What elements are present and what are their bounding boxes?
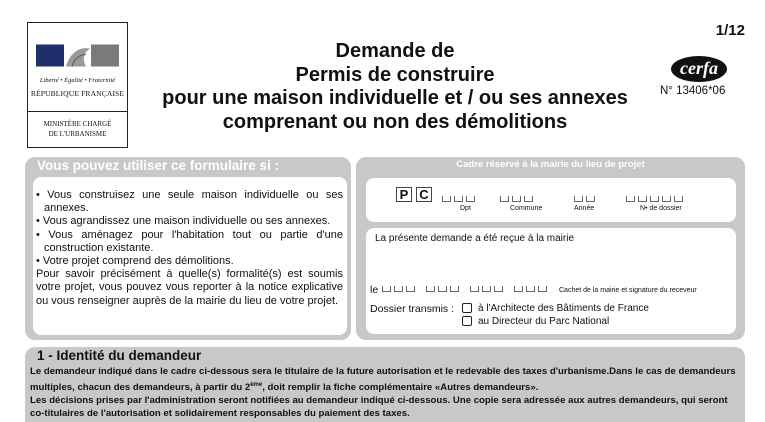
date-cell[interactable] (526, 286, 535, 292)
reception-box (366, 228, 736, 334)
section1-text-part2: , doit remplir la fiche complémentaire «Autres demandeurs». (262, 381, 539, 393)
eligibility-body (33, 177, 347, 335)
date-cell[interactable] (514, 286, 523, 292)
date-cell[interactable] (494, 286, 503, 292)
dossier-cell[interactable] (662, 196, 671, 202)
date-cell[interactable] (470, 286, 479, 292)
dpt-cell[interactable] (442, 196, 451, 202)
ministry-name (28, 120, 127, 139)
date-cell[interactable] (450, 286, 459, 292)
section1-title: 1 - Identité du demandeur (37, 348, 202, 363)
parc-national-option-label: au Directeur du Parc National (478, 316, 610, 327)
commune-cell[interactable] (512, 196, 521, 202)
dossier-transmis-label: Dossier transmis : (370, 303, 455, 315)
ministry-line-1: MINISTÈRE CHARGÉ (43, 120, 112, 128)
title-line-3: pour une maison individuelle et / ou ses annexes (162, 87, 628, 109)
dossier-cell[interactable] (626, 196, 635, 202)
dossier-cell[interactable] (638, 196, 647, 202)
date-cell[interactable] (482, 286, 491, 292)
dpt-label: Dpt (460, 205, 471, 212)
letter-c-box: C (416, 187, 432, 202)
section1-instructions (30, 366, 743, 420)
republic-motto: Liberté • Égalité • Fraternité (39, 77, 116, 84)
title-line-2: Permis de construire (295, 63, 495, 86)
commune-label: Commune (510, 205, 543, 212)
dossier-label: N• de dossier (640, 205, 682, 212)
received-text: La présente demande a été reçue à la mairie (375, 233, 575, 244)
date-cell[interactable] (394, 286, 403, 292)
letter-p-box: P (396, 187, 412, 202)
eligibility-paragraph: Pour savoir précisément à quelle(s) formalité(s) est soumis votre projet, vous pouvez vous reporter à la notice explicative ou vous renseigner auprès de la mairie du lieu de votre projet. (36, 268, 343, 307)
stamp-signature-text: Cachet de la mairie et signature du receveur (559, 287, 697, 294)
page-number: 1/12 (715, 22, 745, 39)
eligibility-item: • Vous agrandissez une maison individuelle ou ses annexes. (36, 215, 331, 228)
eligibility-title: Vous pouvez utiliser ce formulaire si : (37, 158, 280, 173)
annee-cell[interactable] (574, 196, 583, 202)
title-line-4: comprenant ou non des démolitions (222, 110, 568, 133)
file-number-box (366, 178, 736, 222)
section1-text-part1: Le demandeur indiqué dans le cadre ci-dessous sera le titulaire de la future autorisation et le redevable des taxes d'urbanisme.Dans le cas de demandeurs multiples, chacun des demandeurs, à partir du 2 (30, 366, 736, 393)
date-cell[interactable] (426, 286, 435, 292)
commune-cell[interactable] (524, 196, 533, 202)
date-cell[interactable] (382, 286, 391, 292)
title-line-1: Demande de (335, 40, 455, 62)
eligibility-panel (25, 157, 351, 340)
eligibility-item: • Vous construisez une seule maison individuelle ou ses annexes. (36, 189, 343, 215)
annee-label: Année (574, 205, 595, 212)
mairie-reserved-panel (356, 157, 745, 340)
dpt-cell[interactable] (466, 196, 475, 202)
form-title (135, 40, 655, 134)
ministry-line-2: DE L'URBANISME (48, 129, 107, 138)
eligibility-item: • Votre projet comprend des démolitions. (36, 255, 234, 268)
date-le-label: le (370, 284, 379, 296)
section-applicant-identity (25, 347, 745, 422)
annee-cell[interactable] (586, 196, 595, 202)
dpt-cell[interactable] (454, 196, 463, 202)
republic-name: RÉPUBLIQUE FRANÇAISE (30, 89, 125, 98)
cerfa-logo: cerfa (671, 56, 727, 82)
dossier-cell[interactable] (650, 196, 659, 202)
dossier-cell[interactable] (674, 196, 683, 202)
date-cell[interactable] (538, 286, 547, 292)
section1-text-line2: Les décisions prises par l'administration seront notifiées au demandeur indiqué ci-dessous. Une copie sera adressée aux autres demandeurs, qui seront co-titulaires de l'autorisation et solidairement responsables du paiement des taxes. (30, 394, 728, 419)
eligibility-item: • Vous aménagez pour l'habitation tout ou partie d'une construction existante. (36, 228, 343, 254)
logo-divider (28, 111, 127, 112)
commune-cell[interactable] (500, 196, 509, 202)
date-cell[interactable] (438, 286, 447, 292)
abf-option-label: à l'Architecte des Bâtiments de France (478, 303, 649, 314)
parc-national-checkbox[interactable] (462, 316, 472, 326)
republic-logo-block (27, 22, 128, 148)
mairie-reserved-title: Cadre réservé à la mairie du lieu de projet (456, 159, 645, 170)
date-cell[interactable] (406, 286, 415, 292)
cerfa-number: N° 13406*06 (660, 85, 726, 97)
section1-superscript: ème (250, 381, 263, 388)
abf-checkbox[interactable] (462, 303, 472, 313)
